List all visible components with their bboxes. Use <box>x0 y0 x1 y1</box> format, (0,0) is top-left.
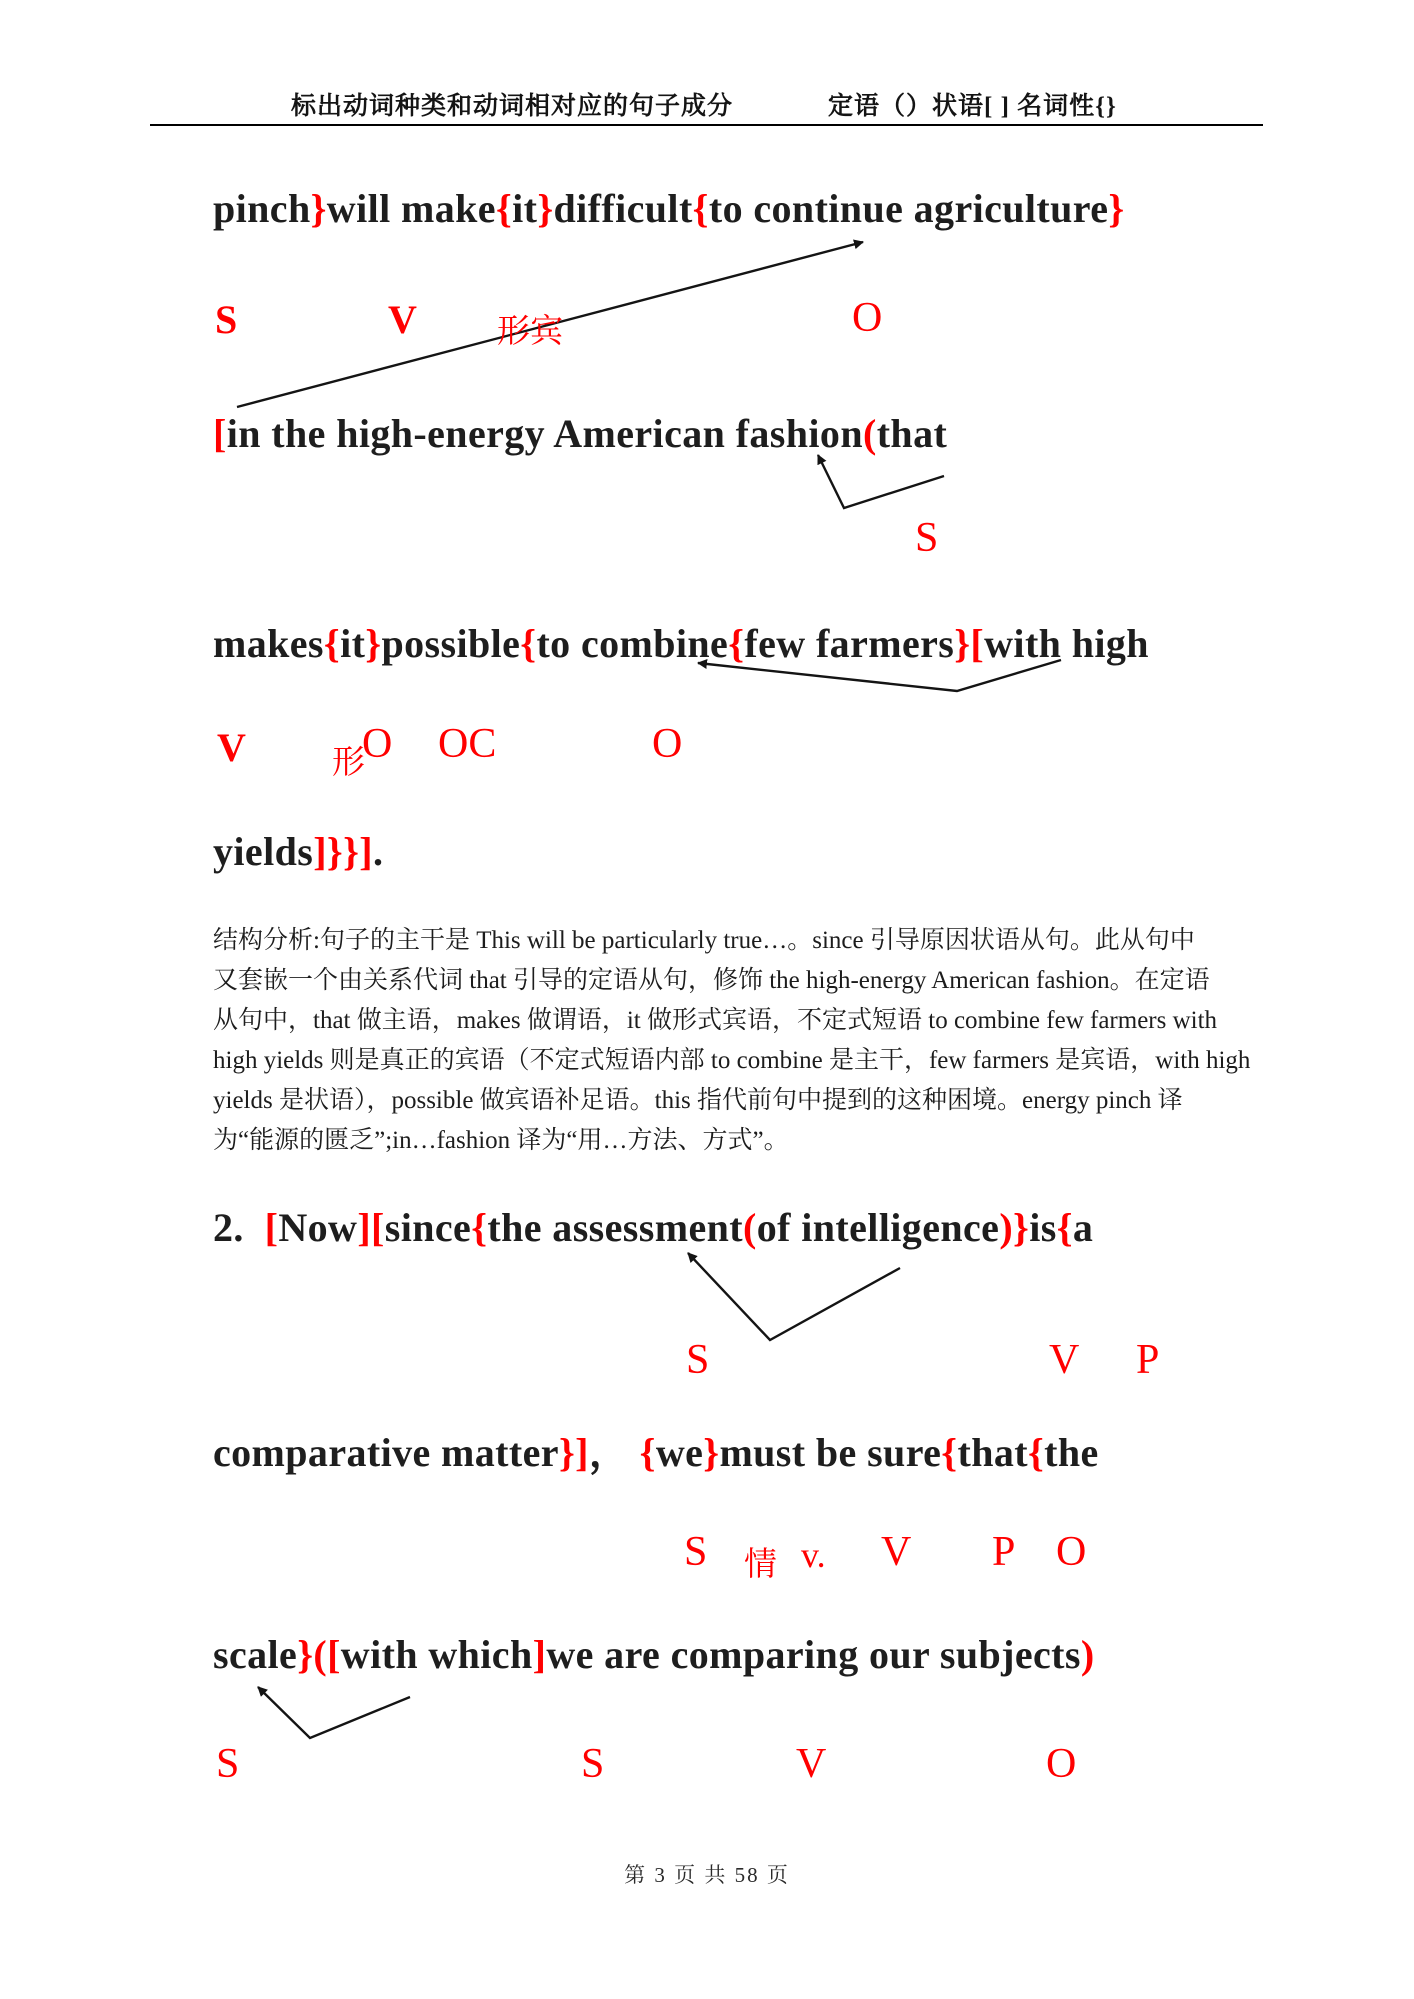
analysis-line: 又套嵌一个由关系代词 that 引导的定语从句，修饰 the high-energy American fashion。在定语 <box>213 967 1210 994</box>
sentence2-line2: comparative matter}]， {we}must be sure{that{the <box>213 1430 1099 1475</box>
label-clause-subject: S <box>915 515 939 561</box>
arrow-that-to-fashion <box>818 455 944 508</box>
label-modal-cn: 情 <box>744 1547 777 1583</box>
label-verb-2: V <box>217 725 246 770</box>
sentence1-line2: [in the high-energy American fashion(that <box>213 411 948 456</box>
label-subject-s2b: S <box>684 1529 708 1575</box>
label-modal-v: v. <box>801 1535 826 1575</box>
label-object-3: O <box>652 721 683 767</box>
sentence2-line3: scale}([with which]we are comparing our subjects) <box>213 1632 1095 1677</box>
label-object-subjects: O <box>1046 1741 1077 1787</box>
label-subject-scale: S <box>216 1741 240 1787</box>
label-object-2: O <box>362 721 393 767</box>
header-legend: 定语（）状语[ ] 名词性{} <box>828 93 1117 120</box>
label-object-s2b: O <box>1056 1529 1087 1575</box>
label-object: O <box>852 295 883 341</box>
label-verb: V <box>388 297 417 342</box>
sentence1-line3: makes{it}possible{to combine{few farmers}[with high <box>213 621 1149 666</box>
analysis-line: 为“能源的匮乏”;in…fashion 译为“用…方法、方式”。 <box>213 1127 789 1154</box>
sentence1-line4: yields]}}]. <box>213 829 384 874</box>
label-subject-s2: S <box>686 1337 710 1383</box>
header-title: 标出动词种类和动词相对应的句子成分 <box>291 93 734 120</box>
label-verb-s2b: V <box>881 1529 912 1575</box>
page-number: 第 3 页 共 58 页 <box>624 1863 790 1887</box>
analysis-line: high yields 则是真正的宾语（不定式短语内部 to combine 是主干，few farmers 是宾语，with high <box>213 1047 1251 1074</box>
label-subject: S <box>215 297 238 342</box>
analysis-paragraph <box>213 921 1251 1161</box>
label-object-complement: OC <box>438 721 497 767</box>
sentence1-line1: pinch}will make{it}difficult{to continue agriculture} <box>213 186 1125 231</box>
label-predicative: P <box>1136 1337 1160 1383</box>
arrow-s-to-assessment <box>688 1253 900 1340</box>
sentence2-line1: 2. [Now][since{the assessment(of intelligence)}is{a <box>213 1205 1094 1250</box>
label-verb-s2: V <box>1049 1337 1080 1383</box>
label-formal-marker: 形 <box>332 745 365 781</box>
analysis-line: 结构分析:句子的主干是 This will be particularly true…。since 引导原因状语从句。此从句中 <box>213 927 1195 954</box>
analysis-line: 从句中，that 做主语，makes 做谓语，it 做形式宾语，不定式短语 to combine few farmers with <box>213 1007 1218 1034</box>
analysis-line: yields 是状语），possible 做宾语补足语。this 指代前句中提到的这种困境。energy pinch 译 <box>213 1087 1183 1114</box>
label-subject-we: S <box>581 1741 605 1787</box>
header-rule-line <box>150 124 1263 126</box>
label-verb-comparing: V <box>796 1741 827 1787</box>
label-formal-object: 形宾 <box>497 314 563 350</box>
label-predicative-s2b: P <box>992 1529 1016 1575</box>
arrow-s-to-scale <box>258 1687 410 1738</box>
